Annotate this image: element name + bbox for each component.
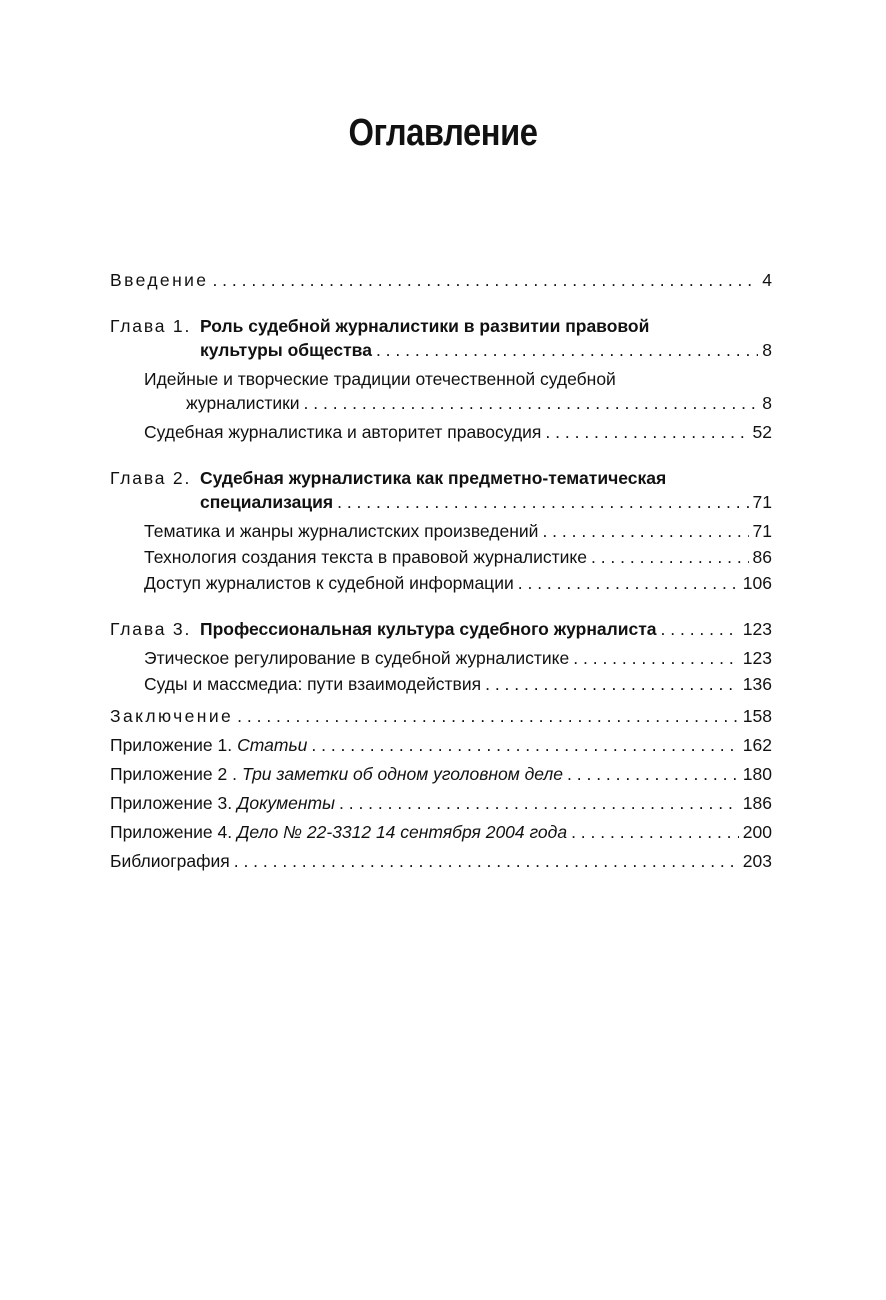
toc-page-number: 106 bbox=[742, 573, 772, 593]
chapter-label: Глава 3. bbox=[110, 619, 192, 639]
dot-leader bbox=[212, 268, 758, 292]
appendix-title: Документы bbox=[237, 793, 335, 813]
dot-leader bbox=[573, 646, 739, 670]
toc-chapter-3 bbox=[110, 617, 772, 696]
toc-page-number: 8 bbox=[762, 393, 772, 413]
toc-entry-introduction bbox=[110, 268, 772, 292]
chapter-title-line: культуры общества bbox=[200, 340, 372, 360]
dot-leader bbox=[661, 617, 739, 641]
toc-page-number: 123 bbox=[742, 648, 772, 668]
section-title-continuation bbox=[144, 391, 772, 415]
appendix-prefix: Приложение 3. bbox=[110, 793, 233, 813]
chapter-title-line: Роль судебной журналистики в развитии правовой bbox=[200, 316, 650, 336]
appendix-title: Статьи bbox=[237, 735, 308, 755]
toc-section bbox=[110, 672, 772, 696]
chapter-title-continuation bbox=[110, 490, 772, 514]
toc-section bbox=[110, 519, 772, 543]
toc-entry-appendix-3 bbox=[110, 791, 772, 815]
toc-chapter-2 bbox=[110, 466, 772, 595]
chapter-heading bbox=[110, 314, 772, 338]
toc-page-number: 52 bbox=[752, 422, 772, 442]
dot-leader bbox=[545, 420, 748, 444]
toc-entry-bibliography bbox=[110, 849, 772, 873]
page-title: Оглавление bbox=[348, 112, 538, 154]
toc-entry-appendix-4 bbox=[110, 820, 772, 844]
toc-page-number: 200 bbox=[742, 822, 772, 842]
toc-entry-label: Библиография bbox=[110, 851, 230, 871]
toc-page-number: 203 bbox=[742, 851, 772, 871]
dot-leader bbox=[337, 490, 748, 514]
dot-leader bbox=[485, 672, 739, 696]
dot-leader bbox=[339, 791, 739, 815]
toc-page-number: 71 bbox=[752, 521, 772, 541]
toc-section bbox=[110, 545, 772, 569]
toc-entry-conclusion bbox=[110, 704, 772, 728]
appendix-prefix: Приложение 4. bbox=[110, 822, 233, 842]
chapter-title-continuation bbox=[110, 338, 772, 362]
dot-leader bbox=[234, 849, 739, 873]
dot-leader bbox=[518, 571, 739, 595]
toc-section bbox=[110, 646, 772, 670]
toc-page-number: 180 bbox=[742, 764, 772, 784]
toc-entry-label: Заключение bbox=[110, 706, 234, 726]
toc-chapter-1 bbox=[110, 314, 772, 444]
dot-leader bbox=[311, 733, 738, 757]
chapter-label: Глава 2. bbox=[110, 468, 192, 488]
toc-section bbox=[110, 420, 772, 444]
toc-page-number: 162 bbox=[742, 735, 772, 755]
toc-section bbox=[110, 367, 772, 415]
appendix-title: Три заметки об одном уголовном деле bbox=[241, 764, 564, 784]
toc-section bbox=[110, 571, 772, 595]
table-of-contents bbox=[110, 268, 772, 873]
toc-entry-appendix-1 bbox=[110, 733, 772, 757]
chapter-title-line: Судебная журналистика как предметно-тематическая bbox=[200, 468, 667, 488]
toc-page-number: 158 bbox=[742, 706, 772, 726]
toc-page-number: 186 bbox=[742, 793, 772, 813]
dot-leader bbox=[591, 545, 749, 569]
section-title: Судебная журналистика и авторитет правосудия bbox=[144, 422, 542, 442]
section-title: Технология создания текста в правовой журналистике bbox=[144, 547, 587, 567]
chapter-title-line: Профессиональная культура судебного журналиста bbox=[200, 619, 657, 639]
toc-page-number: 71 bbox=[752, 492, 772, 512]
dot-leader bbox=[376, 338, 758, 362]
dot-leader bbox=[304, 391, 759, 415]
toc-page-number: 8 bbox=[762, 340, 772, 360]
chapter-title-line: специализация bbox=[200, 492, 334, 512]
section-title-line: журналистики bbox=[186, 393, 300, 413]
toc-page-number: 4 bbox=[762, 270, 772, 290]
appendix-prefix: Приложение 2 . bbox=[110, 764, 237, 784]
appendix-title: Дело № 22-3312 14 сентября 2004 года bbox=[237, 822, 568, 842]
section-title-line: Идейные и творческие традиции отечественной судебной bbox=[144, 369, 616, 389]
chapter-heading bbox=[110, 466, 772, 490]
dot-leader bbox=[571, 820, 739, 844]
toc-entry-appendix-2 bbox=[110, 762, 772, 786]
section-title: Тематика и жанры журналистских произведений bbox=[144, 521, 539, 541]
dot-leader bbox=[567, 762, 739, 786]
toc-page-number: 123 bbox=[742, 619, 772, 639]
dot-leader bbox=[237, 704, 739, 728]
section-title: Этическое регулирование в судебной журналистике bbox=[144, 648, 570, 668]
appendix-prefix: Приложение 1. bbox=[110, 735, 233, 755]
section-title: Суды и массмедиа: пути взаимодействия bbox=[144, 674, 482, 694]
dot-leader bbox=[542, 519, 748, 543]
section-title: Доступ журналистов к судебной информации bbox=[144, 573, 514, 593]
toc-page-number: 86 bbox=[752, 547, 772, 567]
toc-entry-label: Введение bbox=[110, 270, 209, 290]
chapter-label: Глава 1. bbox=[110, 316, 192, 336]
toc-page-number: 136 bbox=[742, 674, 772, 694]
chapter-heading bbox=[110, 617, 772, 641]
